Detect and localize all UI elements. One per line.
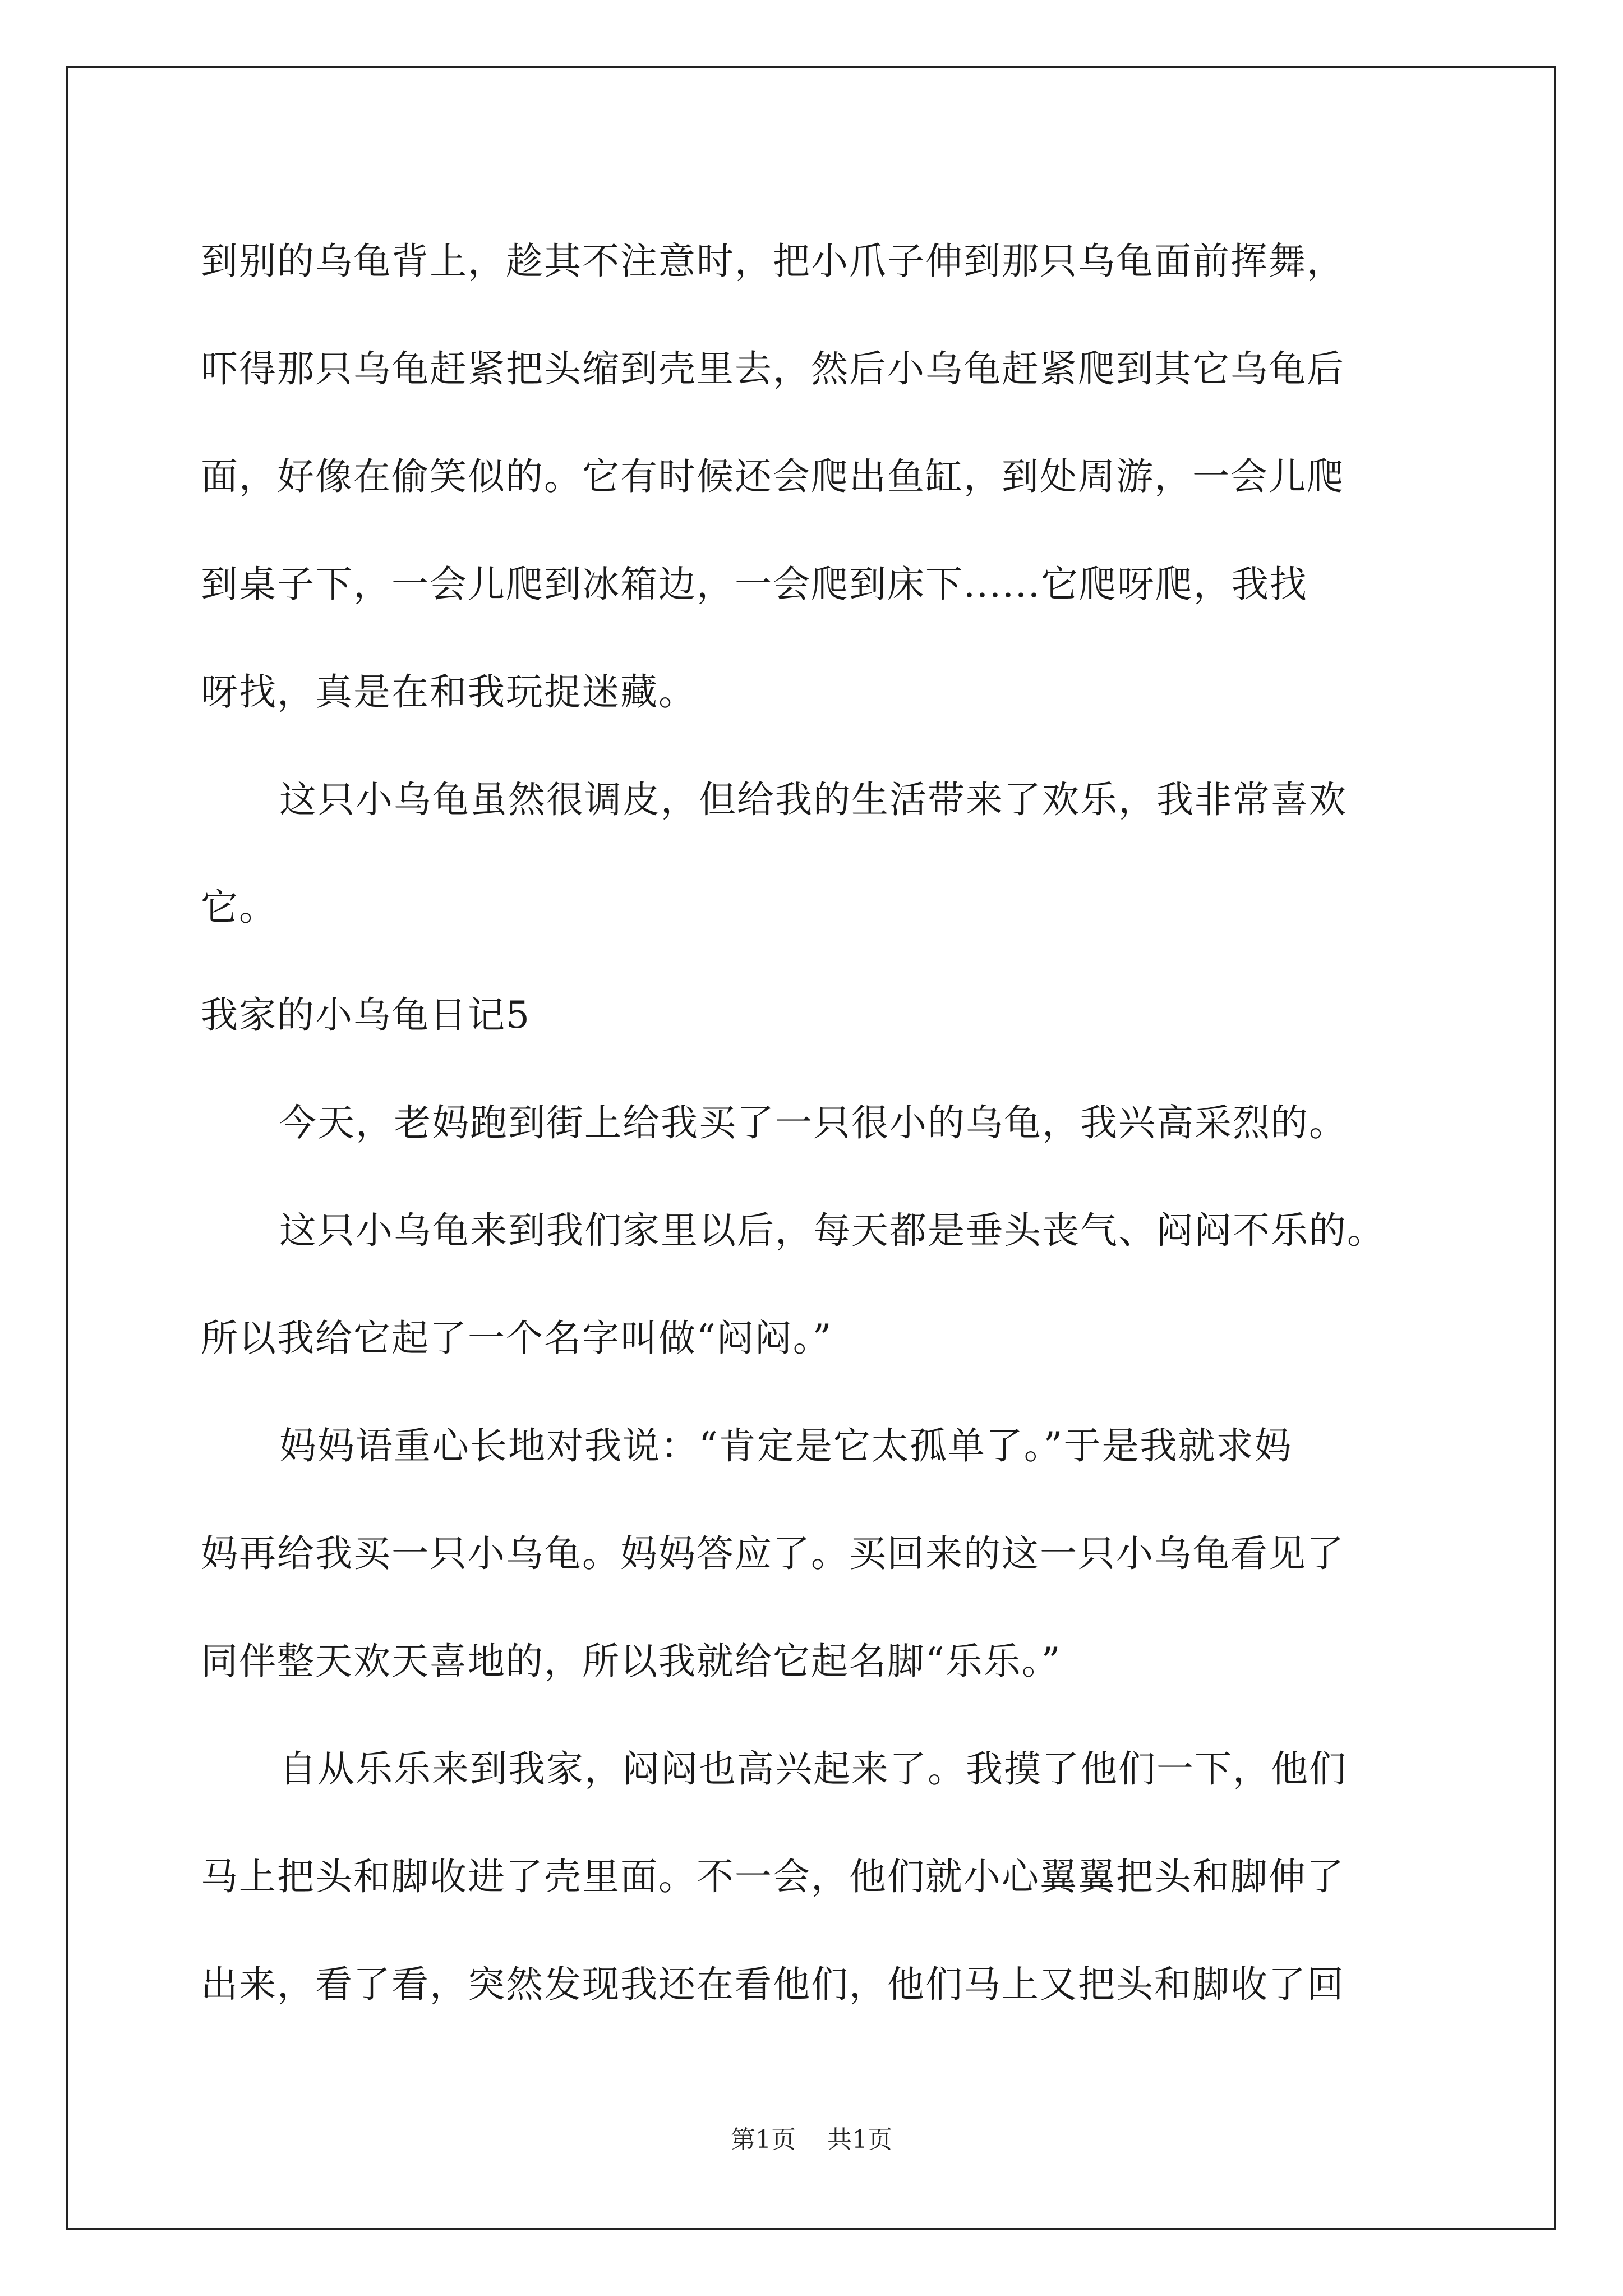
text-line-17: 出来，看了看，突然发现我还在看他们，他们马上又把头和脚收了回 <box>201 1963 1345 2006</box>
text-line-6: 这只小乌龟虽然很调皮，但给我的生活带来了欢乐，我非常喜欢 <box>279 778 1347 821</box>
text-line-12: 妈妈语重心长地对我说：“肯定是它太孤单了。”于是我就求妈 <box>279 1424 1293 1467</box>
text-line-10: 这只小乌龟来到我们家里以后，每天都是垂头丧气、闷闷不乐的。 <box>279 1209 1385 1252</box>
text-line-1: 到别的乌龟背上，趁其不注意时，把小爪子伸到那只乌龟面前挥舞， <box>201 240 1345 283</box>
text-line-3: 面，好像在偷笑似的。它有时候还会爬出鱼缸，到处周游，一会儿爬 <box>201 455 1345 498</box>
page-number-current: 第1页 <box>731 2125 796 2154</box>
text-line-5: 呀找，真是在和我玩捉迷藏。 <box>201 670 697 714</box>
text-line-11: 所以我给它起了一个名字叫做“闷闷。” <box>201 1317 833 1360</box>
text-line-15: 自从乐乐来到我家，闷闷也高兴起来了。我摸了他们一下，他们 <box>279 1747 1347 1791</box>
text-line-16: 马上把头和脚收进了壳里面。不一会，他们就小心翼翼把头和脚伸了 <box>201 1855 1345 1898</box>
page-footer <box>0 2119 1623 2155</box>
section-heading: 我家的小乌龟日记5 <box>201 993 531 1037</box>
text-line-2: 吓得那只乌龟赶紧把头缩到壳里去，然后小乌龟赶紧爬到其它乌龟后 <box>201 347 1345 390</box>
page-number-total: 共1页 <box>827 2125 892 2154</box>
text-line-4: 到桌子下，一会儿爬到冰箱边，一会爬到床下......它爬呀爬，我找 <box>201 563 1308 606</box>
document-body <box>201 208 1446 2039</box>
text-line-9: 今天，老妈跑到街上给我买了一只很小的乌龟，我兴高采烈的。 <box>279 1101 1347 1144</box>
text-line-14: 同伴整天欢天喜地的，所以我就给它起名脚“乐乐。” <box>201 1640 1062 1683</box>
text-line-7: 它。 <box>201 886 277 929</box>
text-line-13: 妈再给我买一只小乌龟。妈妈答应了。买回来的这一只小乌龟看见了 <box>201 1532 1345 1575</box>
